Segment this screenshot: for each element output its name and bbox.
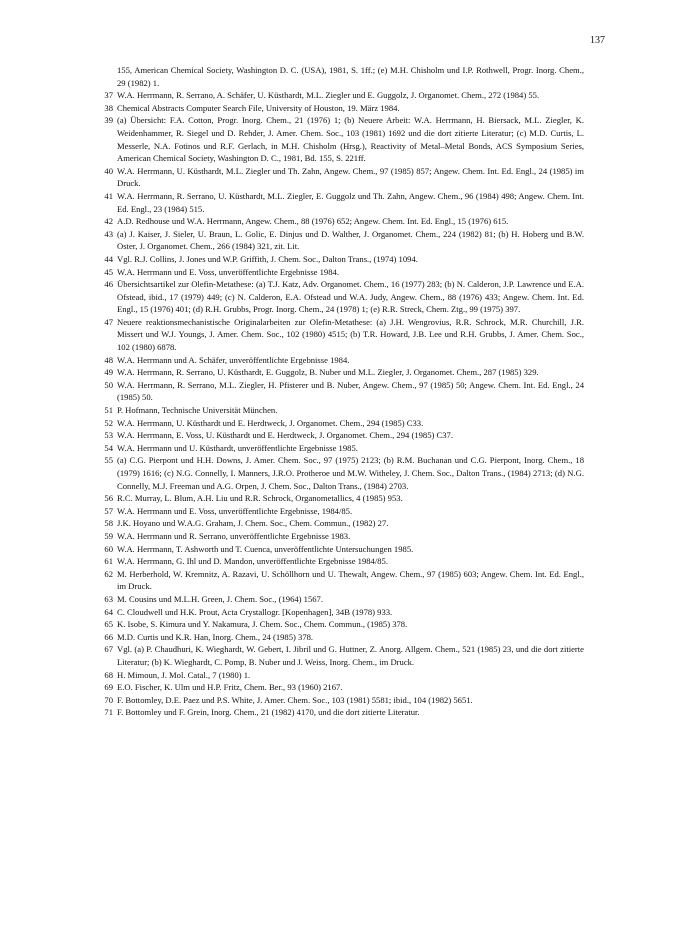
reference-text: Vgl. R.J. Collins, J. Jones und W.P. Griffith, J. Chem. Soc., Dalton Trans., (1974) 1094. <box>117 253 418 264</box>
reference-list <box>104 64 584 719</box>
reference-text: Chemical Abstracts Computer Search File, University of Houston, 19. März 1984. <box>117 102 400 113</box>
reference-item <box>104 354 584 367</box>
reference-item <box>104 429 584 442</box>
reference-number: 68 <box>104 669 113 680</box>
reference-item <box>104 253 584 266</box>
reference-number: 71 <box>104 707 113 718</box>
reference-number: 69 <box>104 682 113 693</box>
reference-number: 58 <box>104 518 113 529</box>
reference-number: 64 <box>104 606 113 617</box>
reference-text: W.A. Herrmann und A. Schäfer, unveröffentlichte Ergebnisse 1984. <box>117 354 350 365</box>
reference-number: 57 <box>104 505 113 516</box>
reference-item <box>104 102 584 115</box>
reference-text: W.A. Herrmann und E. Voss, unveröffentlichte Ergebnisse, 1984/85. <box>117 505 353 516</box>
reference-text: W.A. Herrmann, R. Serrano, U. Küsthardt, E. Guggolz, B. Nuber und M.L. Ziegler, J. Organomet. Chem., 287 (1985) 329. <box>117 367 539 378</box>
reference-text: F. Bottomley, D.E. Paez und P.S. White, J. Amer. Chem. Soc., 103 (1981) 5581; ibid., 104 (1982) 5651. <box>117 694 473 705</box>
reference-text: J.K. Hoyano und W.A.G. Graham, J. Chem. Soc., Chem. Commun., (1982) 27. <box>117 518 389 529</box>
reference-item <box>104 454 584 492</box>
reference-text: (a) Übersicht: F.A. Cotton, Progr. Inorg. Chem., 21 (1976) 1; (b) Neuere Arbeit: W.A. Herrmann, H. Biersack, M.L. Ziegler, K. Weidenhammer, R. Siegel und D. Rehder, J. Amer. Chem. Soc., 103 (1981) 1692 und die dort zitierte Literatur; (c) M.D. Curtis, L. Messerle, N.A. Fotinos und R.F. Gerlach, in M.H. Chisholm (Hrsg.), Reactivity of Metal–Metal Bonds, ACS Symposium Series, American Chemical Society, Washington D. C., 1981, Bd. 155, S. 221ff. <box>117 115 584 164</box>
reference-item <box>104 643 584 668</box>
reference-text: Neuere reaktionsmechanistische Originalarbeiten zur Olefin-Metathese: (a) J.H. Wengrovius, R.R. Schrock, M.R. Churchill, J.R. Missert und W.J. Youngs, J. Amer. Chem. Soc., 102 (1980) 4515; (b) T.R. Howard, J.B. Lee und R.H. Grubbs, J. Amer. Chem. Soc., 102 (1980) 6878. <box>117 316 584 353</box>
reference-number: 66 <box>104 631 113 642</box>
reference-number: 67 <box>104 644 113 655</box>
reference-text: K. Isobe, S. Kimura und Y. Nakamura, J. Chem. Soc., Chem. Commun., (1985) 378. <box>117 619 408 630</box>
reference-number: 43 <box>104 228 113 239</box>
reference-number: 60 <box>104 543 113 554</box>
reference-text: W.A. Herrmann und E. Voss, unveröffentlichte Ergebnisse 1984. <box>117 266 339 277</box>
reference-number: 53 <box>104 430 113 441</box>
reference-number: 56 <box>104 493 113 504</box>
reference-text: M. Cousins und M.L.H. Green, J. Chem. Soc., (1964) 1567. <box>117 593 324 604</box>
reference-item <box>104 89 584 102</box>
reference-text: A.D. Redhouse und W.A. Herrmann, Angew. Chem., 88 (1976) 652; Angew. Chem. Int. Ed. Engl., 15 (1976) 615. <box>117 216 509 227</box>
reference-number: 40 <box>104 165 113 176</box>
reference-number: 70 <box>104 694 113 705</box>
reference-item <box>104 631 584 644</box>
reference-number: 45 <box>104 266 113 277</box>
reference-text: E.O. Fischer, K. Ulm und H.P. Fritz, Chem. Ber., 93 (1960) 2167. <box>117 682 343 693</box>
reference-number: 37 <box>104 90 113 101</box>
reference-text: W.A. Herrmann, U. Küsthardt, M.L. Ziegler und Th. Zahn, Angew. Chem., 97 (1985) 857; Angew. Chem. Int. Ed. Engl., 24 (1985) im Druck. <box>117 165 584 189</box>
reference-item <box>104 64 584 89</box>
reference-number: 55 <box>104 455 113 466</box>
reference-number: 44 <box>104 253 113 264</box>
reference-text: W.A. Herrmann, R. Serrano, U. Küsthardt, M.L. Ziegler, E. Guggolz und Th. Zahn, Angew. Chem., 96 (1984) 498; Angew. Chem. Int. Ed. Engl., 23 (1984) 515. <box>117 190 584 214</box>
reference-item <box>104 165 584 190</box>
reference-item <box>104 681 584 694</box>
reference-number: 51 <box>104 405 113 416</box>
page-number: 137 <box>590 35 605 46</box>
reference-text: W.A. Herrmann und U. Küsthardt, unveröffentlichte Ergebnisse 1985. <box>117 442 358 453</box>
reference-text: W.A. Herrmann, E. Voss, U. Küsthardt und E. Herdtweck, J. Organomet. Chem., 294 (1985) C37. <box>117 430 453 441</box>
reference-number: 59 <box>104 530 113 541</box>
reference-text: W.A. Herrmann und R. Serrano, unveröffentlichte Ergebnisse 1983. <box>117 530 351 541</box>
reference-number: 63 <box>104 593 113 604</box>
reference-text: Übersichtsartikel zur Olefin-Metathese: (a) T.J. Katz, Adv. Organomet. Chem., 16 (1977) 283; (b) N. Calderon, J.P. Lawrence und E.A. Ofstead, ibid., 17 (1979) 449; (c) N. Calderon, E.A. Ofstead und W.A. Judy, Angew. Chem., 88 (1976) 433; Angew. Chem. Int. Ed. Engl., 15 (1976) 401; (d) R.H. Grubbs, Progr. Inorg. Chem., 24 (1978) 1; (e) R.R. Streck, Chem. Ztg., 99 (1975) 397. <box>117 279 584 315</box>
reference-number: 48 <box>104 354 113 365</box>
reference-item <box>104 706 584 719</box>
reference-number: 54 <box>104 442 113 453</box>
reference-item <box>104 190 584 215</box>
reference-item <box>104 366 584 379</box>
reference-text: M. Herberhold, W. Kremnitz, A. Razavi, U. Schöllhorn und U. Thewalt, Angew. Chem., 97 (1985) 603; Angew. Chem. Int. Ed. Engl., im Druck. <box>117 568 584 592</box>
reference-number: 52 <box>104 417 113 428</box>
reference-item <box>104 568 584 593</box>
reference-text: W.A. Herrmann, G. Ihl und D. Mandon, unveröffentlichte Ergebnisse 1984/85. <box>117 556 388 567</box>
reference-number: 41 <box>104 190 113 201</box>
reference-number: 39 <box>104 115 113 126</box>
reference-text: 155, American Chemical Society, Washington D. C. (USA), 1981, S. 1ff.; (e) M.H. Chisholm und I.P. Rothwell, Progr. Inorg. Chem., 29 (1982) 1. <box>117 65 584 88</box>
reference-item <box>104 530 584 543</box>
reference-item <box>104 379 584 404</box>
reference-number: 49 <box>104 367 113 378</box>
reference-item <box>104 593 584 606</box>
reference-item <box>104 114 584 164</box>
reference-number: 61 <box>104 556 113 567</box>
reference-item <box>104 555 584 568</box>
reference-item <box>104 517 584 530</box>
reference-item <box>104 442 584 455</box>
reference-number: 47 <box>104 316 113 327</box>
reference-text: C. Cloudwell und H.K. Prout, Acta Crystallogr. [Kopenhagen], 34B (1978) 933. <box>117 606 393 617</box>
reference-text: P. Hofmann, Technische Universität München. <box>117 405 278 416</box>
reference-item <box>104 694 584 707</box>
reference-number: 65 <box>104 619 113 630</box>
reference-text: F. Bottomley und F. Grein, Inorg. Chem., 21 (1982) 4170, und die dort zitierte Literatur. <box>117 707 420 718</box>
reference-item <box>104 278 584 316</box>
reference-item <box>104 417 584 430</box>
reference-item <box>104 215 584 228</box>
reference-number: 42 <box>104 216 113 227</box>
reference-text: M.D. Curtis und K.R. Han, Inorg. Chem., 24 (1985) 378. <box>117 631 314 642</box>
reference-item <box>104 543 584 556</box>
reference-item <box>104 505 584 518</box>
reference-item <box>104 669 584 682</box>
reference-number: 38 <box>104 102 113 113</box>
reference-text: (a) C.G. Pierpont und H.H. Downs, J. Amer. Chem. Soc., 97 (1975) 2123; (b) R.M. Buchanan und C.G. Pierpont, Inorg. Chem., 18 (1979) 1616; (c) N.G. Connelly, I. Manners, J.R.O. Protheroe und M.W. Witheley, J. Chem. Soc., Dalton Trans., (1984) 2713; (d) N.G. Connelly, M.J. Freeman und A.G. Orpen, J. Chem. Soc., Dalton Trans., (1984) 2703. <box>117 455 584 491</box>
reference-item <box>104 266 584 279</box>
reference-item <box>104 618 584 631</box>
reference-item <box>104 492 584 505</box>
reference-item <box>104 228 584 253</box>
reference-text: W.A. Herrmann, T. Ashworth und T. Cuenca, unveröffentlichte Untersuchungen 1985. <box>117 543 414 554</box>
reference-item <box>104 606 584 619</box>
reference-item <box>104 404 584 417</box>
reference-number: 62 <box>104 568 113 579</box>
reference-number: 50 <box>104 379 113 390</box>
reference-text: R.C. Murray, L. Blum, A.H. Liu und R.R. Schrock, Organometallics, 4 (1985) 953. <box>117 493 403 504</box>
reference-text: Vgl. (a) P. Chaudhuri, K. Wieghardt, W. Gebert, I. Jibril und G. Huttner, Z. Anorg. Allgem. Chem., 521 (1985) 23, und die dort zitierte Literatur; (b) K. Wieghardt, C. Pomp, B. Nuber und J. Weiss, Inorg. Chem., im Druck. <box>117 644 584 667</box>
reference-text: (a) J. Kaiser, J. Sieler, U. Braun, L. Golic, E. Dinjus und D. Walther, J. Organomet. Chem., 224 (1982) 81; (b) H. Hoberg und B.W. Oster, J. Organomet. Chem., 266 (1984) 321, zit. Lit. <box>117 228 584 252</box>
reference-text: W.A. Herrmann, R. Serrano, M.L. Ziegler, H. Pfisterer und B. Nuber, Angew. Chem., 97 (1985) 50; Angew. Chem. Int. Ed. Engl., 24 (1985) 50. <box>117 379 584 403</box>
reference-text: W.A. Herrmann, R. Serrano, A. Schäfer, U. Küsthardt, M.L. Ziegler und E. Guggolz, J. Organomet. Chem., 272 (1984) 55. <box>117 90 540 101</box>
reference-text: W.A. Herrmann, U. Küsthardt und E. Herdtweck, J. Organomet. Chem., 294 (1985) C33. <box>117 417 424 428</box>
reference-number: 46 <box>104 279 113 290</box>
reference-item <box>104 316 584 354</box>
reference-text: H. Mimoun, J. Mol. Catal., 7 (1980) 1. <box>117 669 251 680</box>
